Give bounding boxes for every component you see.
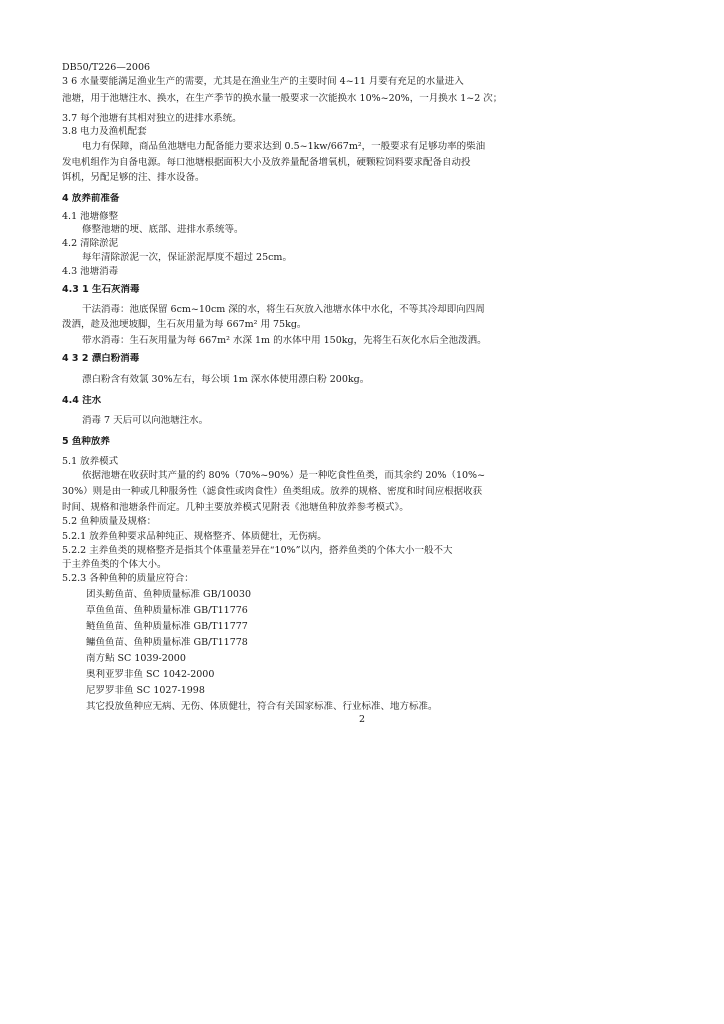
clause-heading: 3.7 每个池塘有其相对独立的进排水系统。: [62, 113, 242, 124]
section-heading: 5 鱼种放养: [62, 436, 110, 447]
standard-item: 团头鲂鱼苗、鱼种质量标准 GB/10030: [86, 589, 252, 600]
standard-item: 草鱼鱼苗、鱼种质量标准 GB/T11776: [86, 605, 248, 616]
standard-item: 南方鲇 SC 1039-2000: [86, 653, 186, 664]
text-line: 泼洒，趁及池埂坡脚，生石灰用量为每 667m² 用 75kg。: [62, 319, 307, 330]
text-line: 30%）则是由一种或几种服务性（滤食性或肉食性）鱼类组成。放养的规格、密度和时间应根据收获: [62, 486, 483, 497]
text-line: 饵机，另配足够的注、排水设备。: [62, 172, 205, 183]
clause-heading: 4.1 池塘修整: [62, 211, 119, 222]
text-line: 消毒 7 天后可以向池塘注水。: [82, 415, 209, 426]
text-line: 每年清除淤泥一次，保证淤泥厚度不超过 25cm。: [82, 252, 292, 263]
clause-heading: 5.2 鱼种质量及规格：: [62, 516, 157, 527]
text-line: 依据池塘在收获时其产量的约 80%（70%~90%）是一种吃食性鱼类，而其余约 20%（10%~: [82, 470, 486, 481]
text-line: 池塘，用于池塘注水、换水，在生产季节的换水量一般要求一次能换水 10%~20%，一月换水 1~2 次；: [62, 93, 503, 104]
text-line: 发电机组作为自备电源。每口池塘根据面积大小及放养量配备增氧机，硬颗粒饲料要求配备自动投: [62, 157, 471, 168]
standard-item: 尼罗罗非鱼 SC 1027-1998: [86, 685, 205, 696]
text-line: 其它投放鱼种应无病、无伤、体质健壮，符合有关国家标准、行业标准、地方标准。: [86, 701, 438, 712]
text-line: 5.2.2 主养鱼类的规格整齐是指其个体重量差异在“10%”以内，搭养鱼类的个体大小一般不大: [62, 545, 453, 556]
clause-heading: 4.3 池塘消毒: [62, 266, 119, 277]
text-line: 于主养鱼类的个体大小。: [62, 559, 167, 570]
text-line: 电力有保障，商品鱼池塘电力配备能力要求达到 0.5~1kw/667m²，一般要求有足够功率的柴油: [82, 141, 486, 152]
page-number: 2: [358, 714, 366, 725]
document-code-header: DB50/T226—2006: [62, 62, 151, 73]
text-line: 修整池塘的埂、底部、进排水系统等。: [82, 224, 244, 235]
clause-heading: 3.8 电力及渔机配套: [62, 126, 147, 137]
text-line: 带水消毒：生石灰用量为每 667m² 水深 1m 的水体中用 150kg，先将生石灰化水后全池泼洒。: [82, 335, 487, 346]
clause-heading: 5.1 放养模式: [62, 456, 119, 467]
standard-item: 鲢鱼鱼苗、鱼种质量标准 GB/T11777: [86, 621, 248, 632]
clause-heading: 5.2.3 各种鱼种的质量应符合：: [62, 573, 194, 584]
text-line: 漂白粉含有效氯 30%左右，每公顷 1m 深水体使用漂白粉 200kg。: [82, 374, 370, 385]
clause-heading: 4.4 注水: [62, 395, 102, 406]
text-line: 时间、规格和池塘条件而定。几种主要放养模式见附表《池塘鱼种放养参考模式》。: [62, 502, 409, 513]
subclause-heading: 4.3 1 生石灰消毒: [62, 284, 140, 295]
section-heading: 4 放养前准备: [62, 193, 120, 204]
text-line: 5.2.1 放养鱼种要求品种纯正、规格整齐、体质健壮，无伤病。: [62, 531, 327, 542]
subclause-heading: 4 3 2 漂白粉消毒: [62, 353, 140, 364]
text-line: 3 6 水量要能满足渔业生产的需要，尤其是在渔业生产的主要时间 4~11 月要有充足的水量进入: [62, 76, 464, 87]
text-line: 干法消毒：池底保留 6cm~10cm 深的水，将生石灰放入池塘水体中水化，不等其冷却即向四周: [82, 304, 485, 315]
clause-heading: 4.2 清除淤泥: [62, 238, 119, 249]
standard-item: 鳙鱼鱼苗、鱼种质量标准 GB/T11778: [86, 637, 248, 648]
standard-item: 奥利亚罗非鱼 SC 1042-2000: [86, 669, 215, 680]
